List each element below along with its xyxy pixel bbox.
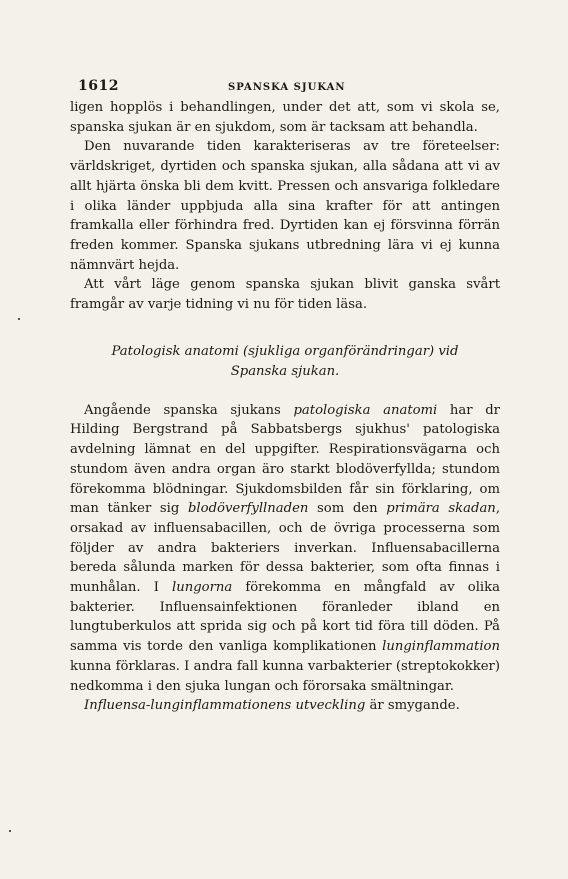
p4-emphasis-4: lungorna — [172, 580, 233, 596]
running-head — [70, 60, 500, 98]
section-heading — [70, 342, 500, 382]
p5-text-1: är smygande. — [365, 698, 460, 714]
p4-text-4: , orsakad av influensabacillen, och de övriga processerna som följder av andra bakteriers inverkan. Influensabacillerna bereda sålunda marken för dessa bakterier, som ofta finnas i munhålan. I — [70, 501, 501, 596]
p4-emphasis-3: primära skadan — [386, 501, 496, 517]
p4-emphasis-5: lunginflammation — [382, 639, 500, 655]
p4-text-3: som den — [308, 501, 387, 517]
p5-emphasis-1: Influensa-lunginflammationens utveckling — [84, 698, 366, 714]
paragraph-2: Den nuvarande tiden karakteriseras av tre företeelser: världskriget, dyrtiden och spanska sjukan, alla sådana att vi av allt hjärta önska bli dem kvitt. Pressen och ansvariga folkledare i olika länder uppbjuda alla sina krafter för att antingen framkalla eller förhindra fred. Dyrtiden kan ej försvinna förrän freden kommer. Spanska sjukans utbredning lära vi ej kunna nämnvärt hejda. — [70, 139, 500, 273]
section-heading-line-1: Patologisk anatomi (sjukliga organförändringar) vid — [111, 343, 459, 359]
paragraph-3: Att vårt läge genom spanska sjukan blivit ganska svårt framgår av varje tidning vi nu för tiden läsa. — [70, 277, 500, 313]
body-text — [70, 98, 500, 716]
p4-emphasis-1: patologiska anatomi — [293, 402, 438, 418]
paragraph-5 — [70, 696, 500, 716]
scan-speck — [9, 830, 11, 832]
page-content — [70, 60, 500, 716]
page-number: 1612 — [78, 78, 119, 94]
p4-text-6: kunna förklaras. I andra fall kunna varbakterier (streptokokker) nedkomma i den sjuka lungan och förorsaka smältningar. — [70, 658, 500, 694]
p4-text-1: Angående spanska sjukans — [84, 402, 294, 418]
p4-emphasis-2: blodöverfyllnaden — [187, 501, 309, 517]
section-heading-line-2: Spanska sjukan. — [230, 363, 340, 379]
paragraph-1: ligen hopplös i behandlingen, under det att, som vi skola se, spanska sjukan är en sjukdom, som är tacksam att behandla. — [70, 100, 500, 135]
paragraph-4 — [70, 401, 500, 697]
p4-text-5: förekomma en mångfald av olika bakterier. Influensainfektionen föranleder ibland en lungtuberkulos att sprida sig och på kort tid föra till döden. På samma vis torde den vanliga komplikationen — [70, 580, 500, 655]
p4-text-2: har dr Hilding Bergstrand på Sabbatsbergs sjukhus' patologiska avdelning lämnat en del uppgifter. Respirationsvägarna och stundom även andra organ äro starkt blodöverfyllda; stundom förekomma blödningar. Sjukdomsbilden får sin förklaring, om man tänker sig — [70, 402, 500, 517]
scan-speck — [18, 318, 20, 320]
running-title: SPANSKA SJUKAN — [228, 82, 346, 93]
